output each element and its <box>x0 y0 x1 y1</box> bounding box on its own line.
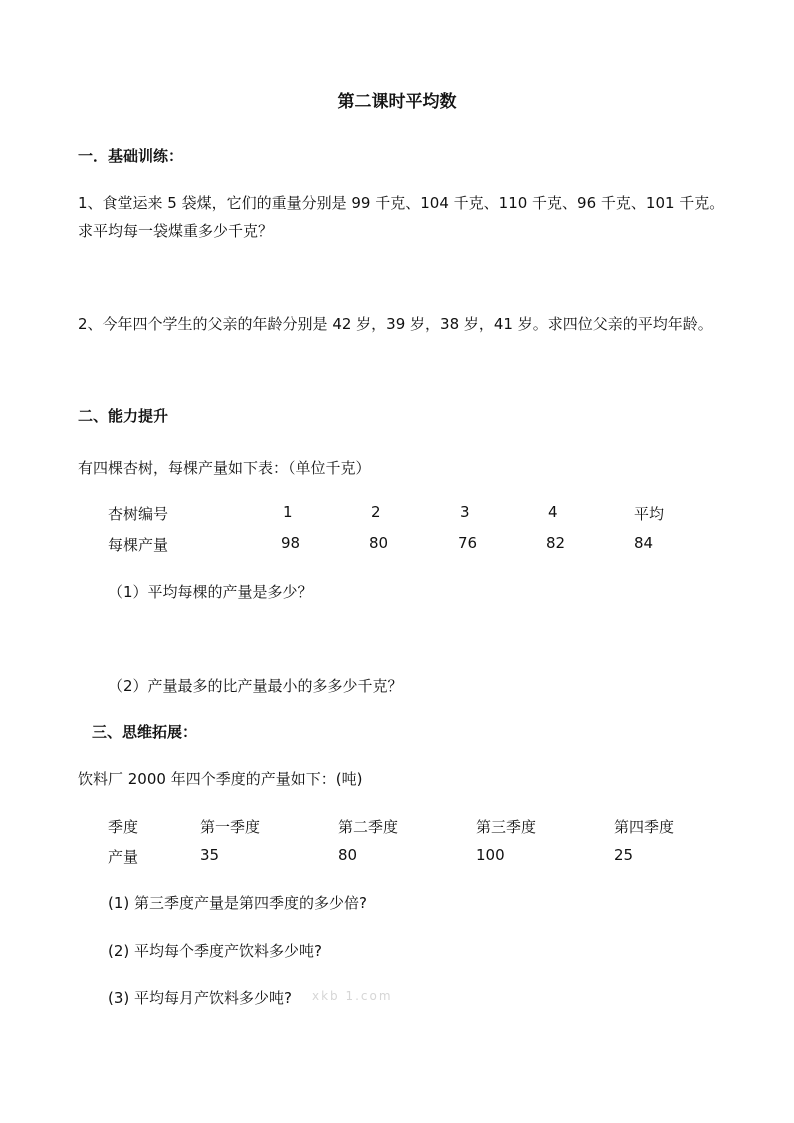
table-cell: 98 <box>281 534 301 552</box>
table-header-cell: 第一季度 <box>200 818 261 836</box>
section-2-heading: 二、能力提升 <box>78 407 169 425</box>
question-1-line-1: 1、食堂运来 5 袋煤，它们的重量分别是 99 千克、104 千克、110 千克、96 千克、101 千克。 <box>78 194 725 212</box>
table-header-cell: 第四季度 <box>614 818 675 836</box>
table-header-cell: 第二季度 <box>338 818 399 836</box>
section-3-heading: 三、思维拓展： <box>92 723 198 741</box>
section-2-intro: 有四棵杏树，每棵产量如下表：（单位千克） <box>78 459 371 477</box>
table-cell: 35 <box>200 846 220 864</box>
table-cell: 84 <box>634 534 654 552</box>
table-cell: 25 <box>614 846 634 864</box>
section-2-question-1: （1）平均每棵的产量是多少？ <box>108 583 313 601</box>
watermark: xkb 1.com <box>312 989 393 1003</box>
section-3-intro: 饮料厂 2000 年四个季度的产量如下：(吨) <box>78 770 363 788</box>
table-header-cell: 1 <box>283 503 293 521</box>
table-header-cell: 2 <box>371 503 381 521</box>
page-title: 第二课时平均数 <box>337 92 457 112</box>
section-2-question-2: （2）产量最多的比产量最小的多多少千克？ <box>108 677 403 695</box>
table-cell: 82 <box>546 534 566 552</box>
section-3-question-1: (1) 第三季度产量是第四季度的多少倍? <box>108 894 367 912</box>
table-cell: 76 <box>458 534 478 552</box>
section-3-question-3: (3) 平均每月产饮料多少吨? <box>108 989 292 1007</box>
table-header-cell: 4 <box>548 503 558 521</box>
table-cell: 100 <box>476 846 505 864</box>
section-1-heading: 一．基础训练： <box>78 147 184 165</box>
question-1-line-2: 求平均每一袋煤重多少千克？ <box>78 222 274 240</box>
table-header-cell: 杏树编号 <box>108 505 169 523</box>
question-2: 2、今年四个学生的父亲的年龄分别是 42 岁，39 岁，38 岁，41 岁。求四位父亲的平均年龄。 <box>78 315 713 333</box>
table-cell: 80 <box>338 846 358 864</box>
table-row-label: 产量 <box>108 848 139 866</box>
table-header-cell: 3 <box>460 503 470 521</box>
section-3-question-2: (2) 平均每个季度产饮料多少吨? <box>108 942 322 960</box>
table-header-cell: 第三季度 <box>476 818 537 836</box>
table-cell: 80 <box>369 534 389 552</box>
table-header-cell: 平均 <box>634 505 665 523</box>
table-header-cell: 季度 <box>108 818 139 836</box>
table-row-label: 每棵产量 <box>108 536 169 554</box>
